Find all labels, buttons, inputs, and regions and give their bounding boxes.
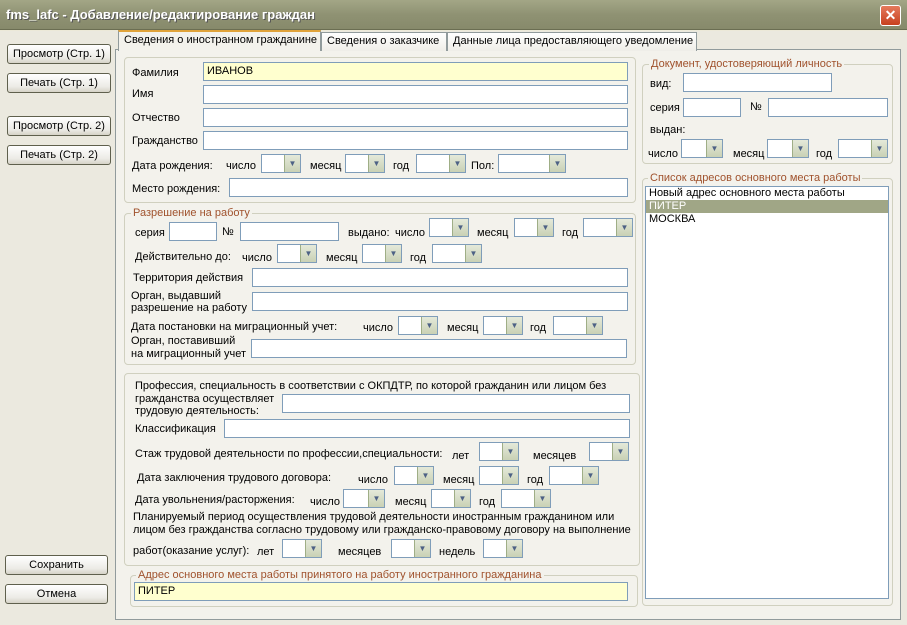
chevron-down-icon[interactable]: ▼ <box>549 155 565 172</box>
chevron-down-icon[interactable]: ▼ <box>502 467 518 484</box>
chevron-down-icon[interactable]: ▼ <box>506 317 522 334</box>
permit-issued-month-select[interactable] <box>514 218 554 237</box>
chevron-down-icon[interactable]: ▼ <box>368 490 384 507</box>
permit-valid-day-select[interactable] <box>277 244 317 263</box>
chevron-down-icon[interactable]: ▼ <box>612 443 628 460</box>
surname-label: Фамилия <box>132 67 179 79</box>
surname-field[interactable]: ИВАНОВ <box>203 62 628 81</box>
permit-authority-field[interactable] <box>252 292 628 311</box>
preview-page2-button[interactable]: Просмотр (Стр. 2) <box>7 116 111 136</box>
birth-month-label: месяц <box>310 160 342 172</box>
chevron-down-icon[interactable]: ▼ <box>421 317 437 334</box>
chevron-down-icon[interactable]: ▼ <box>537 219 553 236</box>
name-label: Имя <box>132 88 154 100</box>
contract-month-select[interactable] <box>479 466 519 485</box>
permit-valid-year-label: год <box>410 252 427 264</box>
permit-valid-month-label: месяц <box>326 252 358 264</box>
chevron-down-icon[interactable]: ▼ <box>871 140 887 157</box>
chevron-down-icon[interactable]: ▼ <box>792 140 808 157</box>
period-weeks-label: недель <box>439 546 476 558</box>
chevron-down-icon[interactable]: ▼ <box>452 219 468 236</box>
experience-years-label: лет <box>452 450 470 462</box>
dismissal-year-select[interactable] <box>501 489 551 508</box>
permit-series-field[interactable] <box>169 222 217 241</box>
period-years-select[interactable] <box>282 539 322 558</box>
migration-day-select[interactable] <box>398 316 438 335</box>
chevron-down-icon[interactable]: ▼ <box>582 467 598 484</box>
permit-number-label: № <box>222 226 234 238</box>
birth-year-label: год <box>393 160 410 172</box>
chevron-down-icon[interactable]: ▼ <box>449 155 465 172</box>
patronymic-label: Отчество <box>132 112 180 124</box>
dismissal-month-label: месяц <box>395 496 427 508</box>
address-list-legend: Список адресов основного места работы <box>650 172 861 184</box>
print-page1-button[interactable]: Печать (Стр. 1) <box>7 73 111 93</box>
citizenship-label: Гражданство <box>132 135 198 147</box>
citizenship-field[interactable] <box>203 131 628 150</box>
birthplace-label: Место рождения: <box>132 183 221 195</box>
chevron-down-icon[interactable]: ▼ <box>417 467 433 484</box>
chevron-down-icon[interactable]: ▼ <box>414 540 430 557</box>
work-permit-legend: Разрешение на работу <box>133 207 250 219</box>
tab-notifier[interactable]: Данные лица предоставляющего уведомление <box>447 32 697 51</box>
contract-day-label: число <box>358 474 389 486</box>
id-series-label: серия <box>650 102 680 114</box>
sex-label: Пол: <box>471 160 495 172</box>
dismissal-date-label: Дата увольнения/расторжения: <box>135 494 295 506</box>
period-label-3: работ(оказание услуг): <box>133 545 250 557</box>
close-icon[interactable]: ✕ <box>880 5 901 26</box>
preview-page1-button[interactable]: Просмотр (Стр. 1) <box>7 44 111 64</box>
profession-field[interactable] <box>282 394 630 413</box>
profession-label-3: трудовую деятельность: <box>135 405 259 417</box>
print-page2-button[interactable]: Печать (Стр. 2) <box>7 145 111 165</box>
address-list[interactable] <box>645 186 889 599</box>
migration-month-label: месяц <box>447 322 479 334</box>
permit-territory-label: Территория действия <box>133 272 244 284</box>
experience-years-select[interactable] <box>479 442 519 461</box>
workplace-address-field[interactable]: ПИТЕР <box>134 582 628 601</box>
period-weeks-select[interactable] <box>483 539 523 558</box>
permit-issued-day-label: число <box>395 227 426 239</box>
address-list-item[interactable]: МОСКВА <box>649 213 696 225</box>
permit-series-label: серия <box>135 227 165 239</box>
address-list-item-selected[interactable]: ПИТЕР <box>646 200 888 213</box>
birth-month-select[interactable] <box>345 154 385 173</box>
contract-date-label: Дата заключения трудового договора: <box>137 472 332 484</box>
sex-select[interactable] <box>498 154 566 173</box>
chevron-down-icon[interactable]: ▼ <box>300 245 316 262</box>
id-number-field[interactable] <box>768 98 888 117</box>
period-label-1: Планируемый период осуществления трудовой деятельности иностранным гражданином или <box>133 511 615 523</box>
period-months-select[interactable] <box>391 539 431 558</box>
tab-foreign-citizen[interactable]: Сведения о иностранном гражданине <box>118 30 321 51</box>
chevron-down-icon[interactable]: ▼ <box>305 540 321 557</box>
permit-issued-year-label: год <box>562 227 579 239</box>
permit-issued-label: выдано: <box>348 227 390 239</box>
birthplace-field[interactable] <box>229 178 628 197</box>
id-day-label: число <box>648 148 679 160</box>
dismissal-year-label: год <box>479 496 496 508</box>
contract-year-select[interactable] <box>549 466 599 485</box>
save-button[interactable]: Сохранить <box>5 555 108 575</box>
cancel-button[interactable]: Отмена <box>5 584 108 604</box>
experience-label: Стаж трудовой деятельности по профессии,специальности: <box>135 448 443 460</box>
chevron-down-icon[interactable]: ▼ <box>616 219 632 236</box>
id-number-label: № <box>750 101 762 113</box>
experience-months-label: месяцев <box>533 450 577 462</box>
period-years-label: лет <box>257 546 275 558</box>
id-document-legend: Документ, удостоверяющий личность <box>651 58 843 70</box>
migration-authority-label-1: Орган, поставивший <box>131 335 236 347</box>
id-type-label: вид: <box>650 78 672 90</box>
birth-day-select[interactable] <box>261 154 301 173</box>
chevron-down-icon[interactable]: ▼ <box>534 490 550 507</box>
permit-issued-year-select[interactable] <box>583 218 633 237</box>
chevron-down-icon[interactable]: ▼ <box>368 155 384 172</box>
permit-authority-label-1: Орган, выдавший <box>131 290 221 302</box>
id-type-field[interactable] <box>683 73 832 92</box>
birth-day-label: число <box>226 160 257 172</box>
migration-year-select[interactable] <box>553 316 603 335</box>
chevron-down-icon[interactable]: ▼ <box>506 540 522 557</box>
period-label-2: лицом без гражданства согласно трудовому или гражданско-правовому договору на выполнение <box>133 524 631 536</box>
id-day-select[interactable] <box>681 139 723 158</box>
migration-year-label: год <box>530 322 547 334</box>
address-list-item[interactable]: Новый адрес основного места работы <box>649 187 845 199</box>
experience-months-select[interactable] <box>589 442 629 461</box>
permit-valid-label: Действительно до: <box>135 251 231 263</box>
birthdate-label: Дата рождения: <box>132 160 213 172</box>
migration-date-label: Дата постановки на миграционный учет: <box>131 321 338 333</box>
window-title: fms_lafc - Добавление/редактирование граждан <box>6 7 316 22</box>
migration-authority-label-2: на миграционный учет <box>131 348 247 360</box>
dismissal-day-label: число <box>310 496 341 508</box>
classification-field[interactable] <box>224 419 630 438</box>
chevron-down-icon[interactable]: ▼ <box>502 443 518 460</box>
chevron-down-icon[interactable]: ▼ <box>706 140 722 157</box>
chevron-down-icon[interactable]: ▼ <box>586 317 602 334</box>
id-series-field[interactable] <box>683 98 741 117</box>
permit-valid-year-select[interactable] <box>432 244 482 263</box>
permit-valid-day-label: число <box>242 252 273 264</box>
migration-authority-field[interactable] <box>251 339 627 358</box>
permit-issued-month-label: месяц <box>477 227 509 239</box>
period-months-label: месяцев <box>338 546 382 558</box>
chevron-down-icon[interactable]: ▼ <box>454 490 470 507</box>
dismissal-day-select[interactable] <box>343 489 385 508</box>
contract-year-label: год <box>527 474 544 486</box>
chevron-down-icon[interactable]: ▼ <box>284 155 300 172</box>
contract-month-label: месяц <box>443 474 475 486</box>
chevron-down-icon[interactable]: ▼ <box>385 245 401 262</box>
permit-authority-label-2: разрешение на работу <box>131 302 248 314</box>
dismissal-month-select[interactable] <box>431 489 471 508</box>
permit-issued-day-select[interactable] <box>429 218 469 237</box>
profession-label-1: Профессия, специальность в соответствии с ОКПДТР, по которой гражданин или лицом без <box>135 380 607 392</box>
profession-label-2: гражданства осуществляет <box>135 393 275 405</box>
patronymic-field[interactable] <box>203 108 628 127</box>
classification-label: Классификация <box>135 423 216 435</box>
birth-year-select[interactable] <box>416 154 466 173</box>
permit-valid-month-select[interactable] <box>362 244 402 263</box>
tab-customer[interactable]: Сведения о заказчике <box>321 32 447 51</box>
chevron-down-icon[interactable]: ▼ <box>465 245 481 262</box>
name-field[interactable] <box>203 85 628 104</box>
migration-month-select[interactable] <box>483 316 523 335</box>
workplace-address-legend: Адрес основного места работы принятого на работу иностранного гражданина <box>138 569 542 581</box>
id-month-label: месяц <box>733 148 765 160</box>
contract-day-select[interactable] <box>394 466 434 485</box>
id-issued-label: выдан: <box>650 124 686 136</box>
id-year-select[interactable] <box>838 139 888 158</box>
id-month-select[interactable] <box>767 139 809 158</box>
id-year-label: год <box>816 148 833 160</box>
permit-territory-field[interactable] <box>252 268 628 287</box>
migration-day-label: число <box>363 322 394 334</box>
permit-number-field[interactable] <box>240 222 339 241</box>
